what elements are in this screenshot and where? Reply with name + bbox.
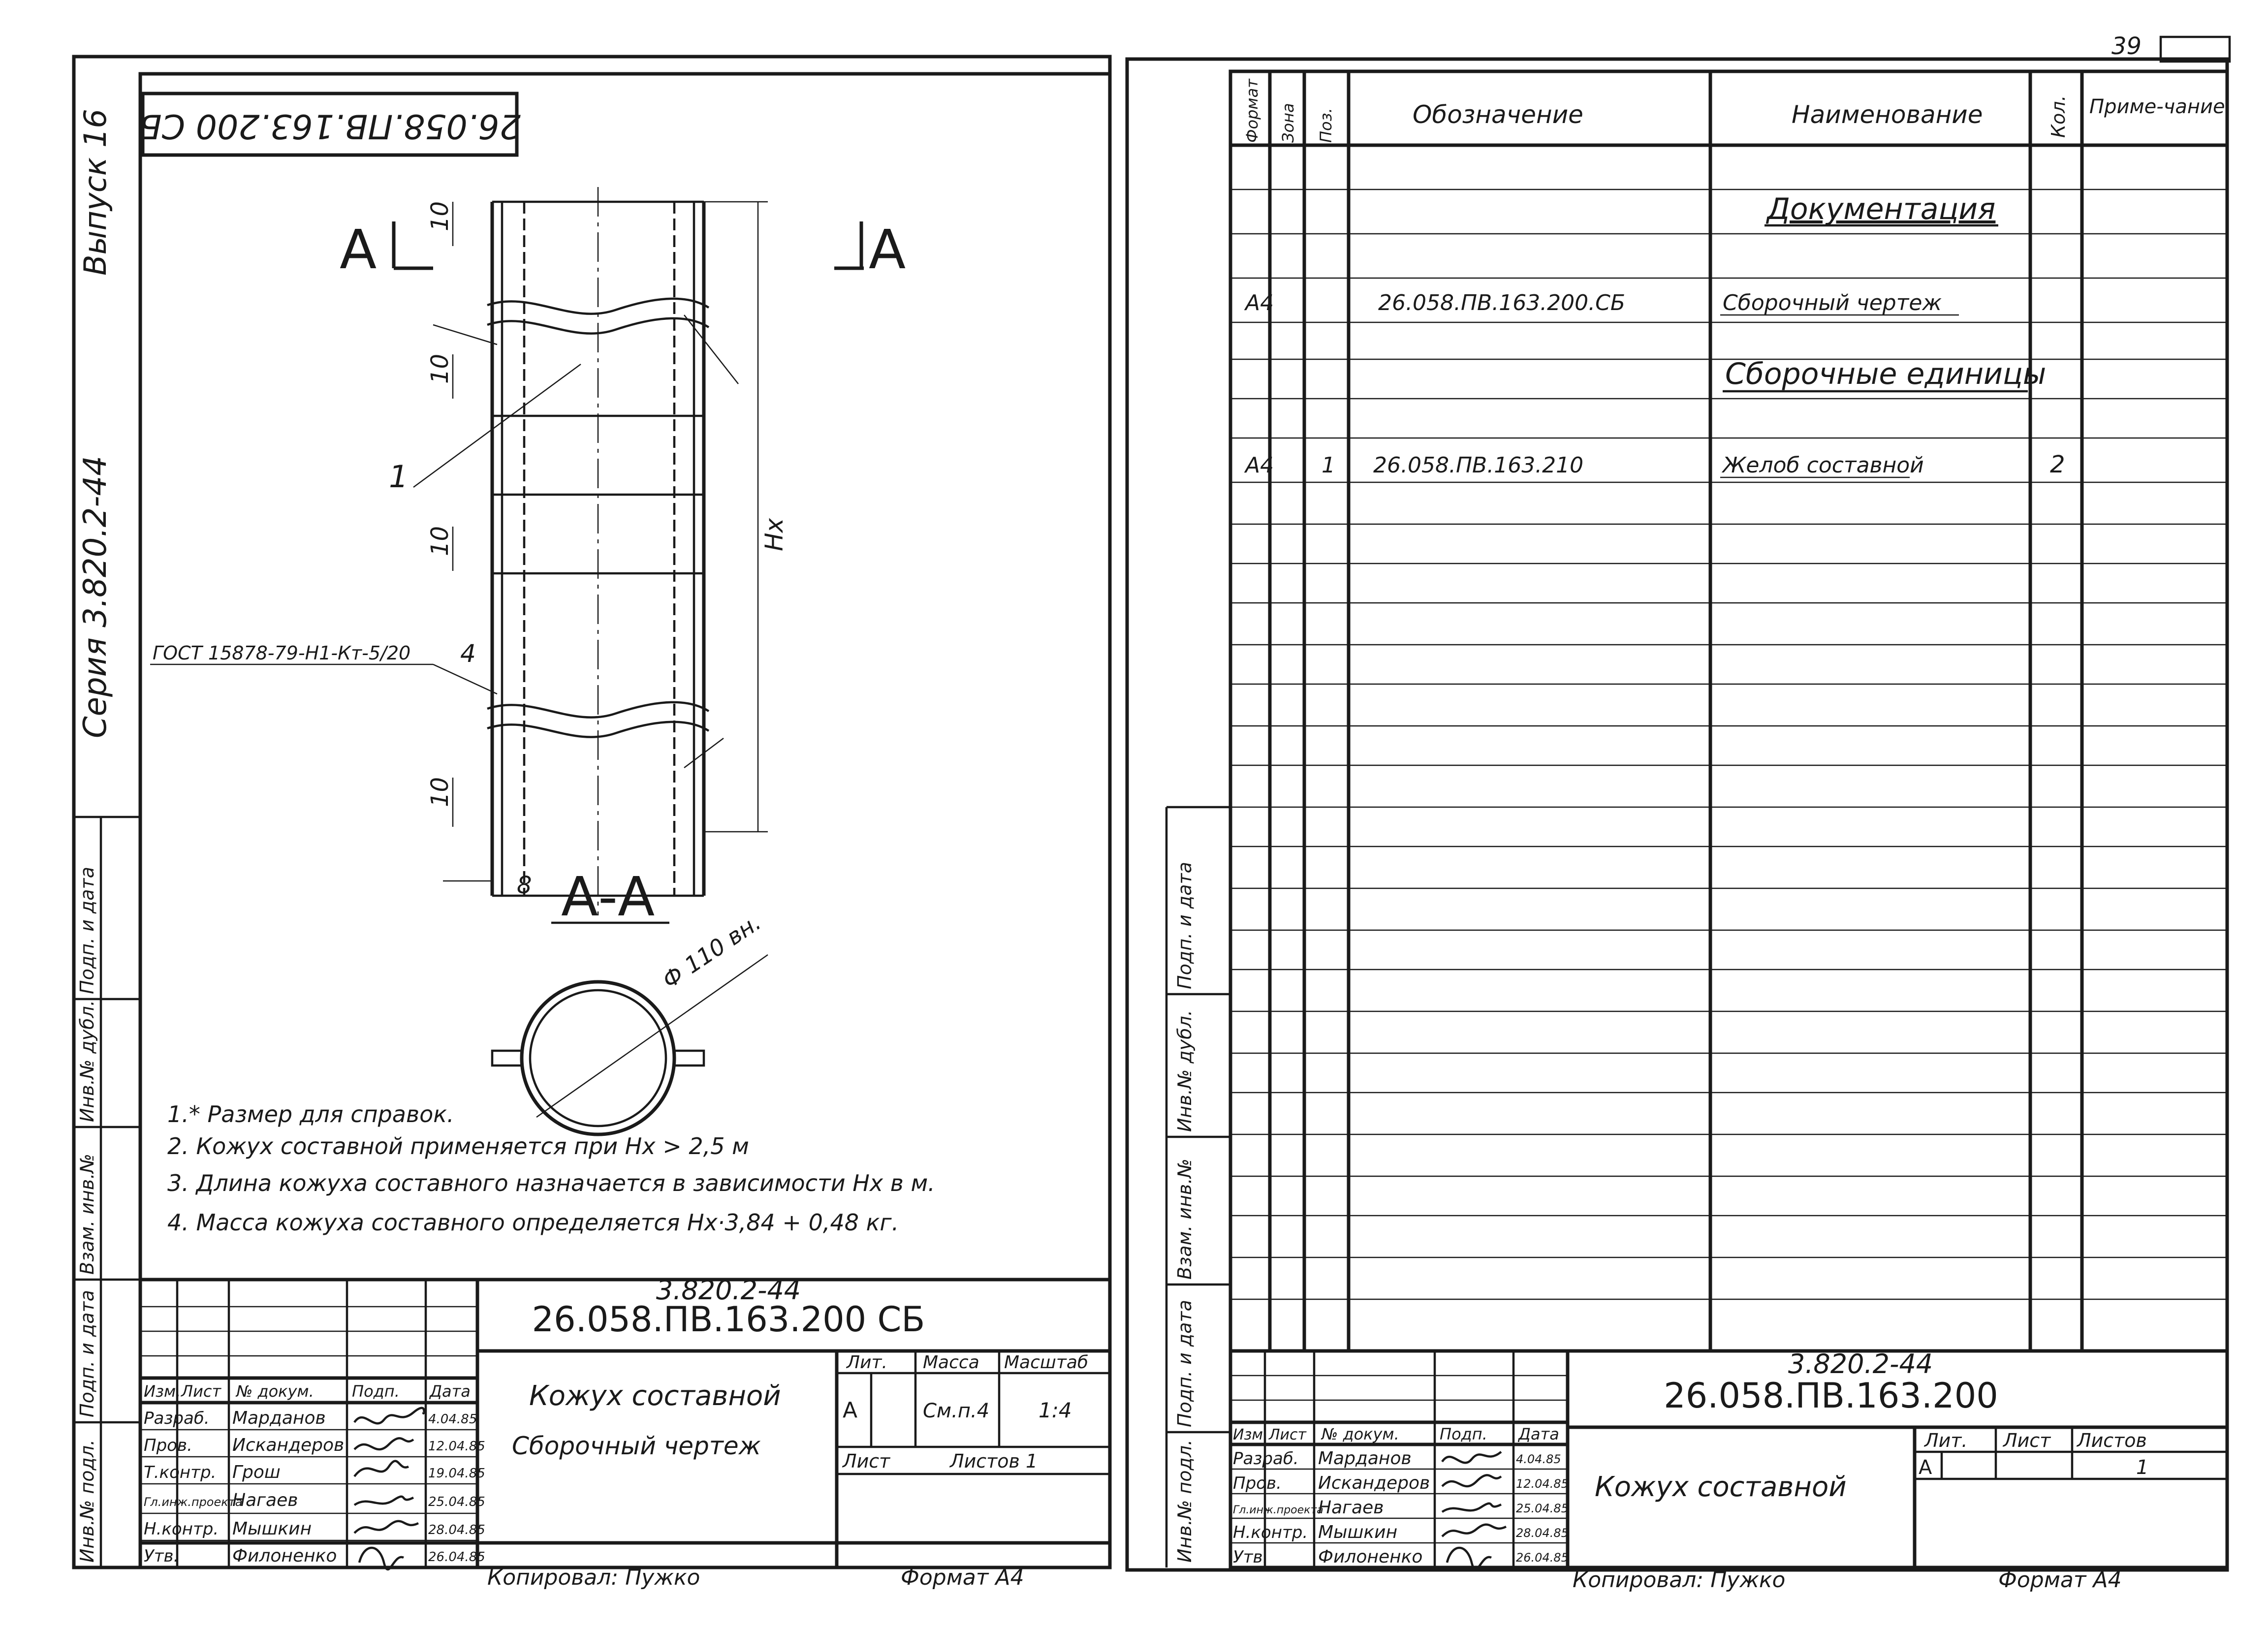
tb-name-3: Грош <box>232 1462 281 1482</box>
section-mark-left: А <box>340 218 377 281</box>
spec-hdr-name: Наименование <box>1792 100 1983 129</box>
dim-hx: Нх <box>760 518 788 551</box>
rtb-sheets: 1 <box>2136 1456 2149 1479</box>
note-1: 1.* Размер для справок. <box>167 1101 454 1128</box>
tb-role-5: Н.контр. <box>144 1519 219 1539</box>
tb-name-5: Мышкин <box>232 1519 312 1539</box>
left-title-block <box>140 1275 1110 1569</box>
tb-col-lit: Лит. <box>847 1352 887 1373</box>
stamp-sign-date-1: Подп. и дата <box>76 1290 98 1417</box>
tb-name-1: Марданов <box>232 1408 326 1428</box>
tb-date-6: 26.04.85 <box>428 1550 485 1565</box>
rtb-hdr-date: Дата <box>1518 1425 1559 1443</box>
tb-scale: 1:4 <box>1039 1398 1072 1422</box>
note-4: 4. Масса кожуха составного определяется Нх·3,84 + 0,48 кг. <box>167 1209 899 1236</box>
rtb-lit: А <box>1919 1456 1932 1479</box>
drawing-notes <box>167 1101 935 1236</box>
tb-title-1: Кожух составной <box>529 1380 781 1412</box>
rtb-date-5: 26.04.85 <box>1516 1551 1569 1565</box>
rtb-name-2: Искандеров <box>1318 1473 1430 1493</box>
dim-10-d: 10 <box>426 777 454 807</box>
left-copied-by: Копировал: Пужко <box>487 1565 700 1590</box>
left-side-stamp <box>74 817 140 1567</box>
rtb-hdr-doc: № докум. <box>1322 1425 1399 1443</box>
rtb-col-sheet: Лист <box>2003 1430 2051 1451</box>
specification-table <box>1230 71 2227 1351</box>
rtb-name-5: Филоненко <box>1318 1547 1423 1567</box>
r-stamp-inv-dup: Инв.№ дубл. <box>1174 1010 1196 1132</box>
tb-lit: А <box>843 1398 858 1423</box>
left-format: Формат А4 <box>901 1565 1024 1590</box>
dim-10-c: 10 <box>426 526 454 556</box>
right-copied-by: Копировал: Пужко <box>1573 1567 1786 1593</box>
rtb-role-1: Разраб. <box>1233 1449 1299 1469</box>
tb-date-3: 19.04.85 <box>428 1466 485 1481</box>
dim-8: 8 <box>517 872 532 899</box>
gost-weld-note: ГОСТ 15878-79-Н1-Кт-5/20 <box>153 642 411 664</box>
rtb-date-1: 4.04.85 <box>1516 1452 1561 1466</box>
rtb-col-lit: Лит. <box>1924 1430 1968 1451</box>
tb-date-4: 25.04.85 <box>428 1495 485 1509</box>
spec-row-4-code: 26.058.ПВ.163.210 <box>1373 453 1584 478</box>
spec-row-4-qty: 2 <box>2050 451 2065 478</box>
margin-issue: Выпуск 16 <box>77 109 113 276</box>
signature-1 <box>354 1408 424 1423</box>
tb-mass: См.п.4 <box>923 1400 990 1422</box>
page-number: 39 <box>2111 32 2142 60</box>
spec-grid-rows <box>1230 189 2227 1299</box>
spec-row-4-pos: 1 <box>1322 453 1335 478</box>
r-stamp-replace-inv: Взам. инв.№ <box>1174 1159 1196 1280</box>
rtb-hdr-list: Лист <box>1269 1426 1307 1443</box>
tb-name-4: Нагаев <box>232 1490 298 1510</box>
r-stamp-sign-date-2: Подп. и дата <box>1174 862 1196 989</box>
position-1: 1 <box>389 459 409 495</box>
tb-code: 26.058.ПВ.163.200 СБ <box>532 1299 925 1340</box>
pipe-assembly-drawing <box>150 187 906 1134</box>
r-signature-2 <box>1442 1475 1501 1486</box>
tb-hdr-doc: № докум. <box>236 1382 314 1401</box>
section-mark-right: А <box>869 218 906 281</box>
tb-role-4: Гл.инж.проекта <box>144 1495 243 1509</box>
spec-hdr-note: Приме-чание <box>2089 95 2225 118</box>
rtb-code: 26.058.ПВ.163.200 <box>1664 1376 1998 1416</box>
diameter-label: Ф 110 вн. <box>657 908 766 994</box>
signature-2 <box>354 1438 413 1449</box>
r-stamp-inv-orig: Инв.№ подл. <box>1174 1439 1196 1563</box>
inverted-drawing-code: 26.058.ПВ.163.200 СБ <box>139 106 521 146</box>
r-signature-4 <box>1442 1525 1506 1536</box>
right-format: Формат А4 <box>1998 1567 2122 1593</box>
spec-row-4-name: Желоб составной <box>1723 453 1924 478</box>
rtb-role-2: Пров. <box>1233 1473 1282 1493</box>
tb-date-1: 4.04.85 <box>428 1412 477 1427</box>
spec-row-2-format: А4 <box>1245 290 1274 315</box>
r-signature-1 <box>1442 1452 1501 1463</box>
tb-sheets-label: Листов 1 <box>950 1450 1038 1472</box>
rtb-date-3: 25.04.85 <box>1516 1502 1569 1515</box>
r-stamp-sign-date-1: Подп. и дата <box>1174 1300 1196 1427</box>
spec-row-4-format: А4 <box>1245 453 1274 478</box>
tb-series: 3.820.2-44 <box>656 1275 801 1306</box>
rtb-role-4: Н.контр. <box>1233 1523 1308 1542</box>
tb-role-2: Пров. <box>144 1436 192 1455</box>
spec-hdr-qty: Кол. <box>2048 95 2069 138</box>
signature-5 <box>354 1521 418 1533</box>
stamp-sign-date-2: Подп. и дата <box>76 867 98 994</box>
tb-name-6: Филоненко <box>232 1546 337 1566</box>
spec-hdr-pos: Поз. <box>1317 108 1335 143</box>
spec-row-3-name: Сборочные единицы <box>1725 357 2047 391</box>
right-sheet <box>1127 32 2230 1593</box>
right-side-stamp <box>1166 807 1230 1567</box>
margin-series: Серия 3.820.2-44 <box>77 456 114 738</box>
note-2: 2. Кожух составной применяется при Нх > 2,5 м <box>167 1133 749 1159</box>
rtb-hdr-sign: Подп. <box>1440 1425 1487 1443</box>
tb-title-2: Сборочный чертеж <box>512 1432 761 1460</box>
rtb-role-5: Утв. <box>1233 1547 1268 1567</box>
tb-col-mass: Масса <box>923 1352 979 1373</box>
stamp-inv-dup: Инв.№ дубл. <box>76 1000 98 1122</box>
rtb-series: 3.820.2-44 <box>1788 1348 1933 1379</box>
tb-role-3: Т.контр. <box>144 1463 217 1482</box>
tb-role-6: Утв. <box>144 1546 179 1566</box>
tb-col-scale: Масштаб <box>1004 1352 1089 1373</box>
rtb-name-4: Мышкин <box>1318 1522 1398 1542</box>
rtb-role-3: Гл.инж.проекта <box>1233 1504 1323 1516</box>
signature-4 <box>354 1497 413 1505</box>
rtb-title: Кожух составной <box>1595 1471 1847 1503</box>
spec-hdr-code: Обозначение <box>1413 100 1583 129</box>
signature-3 <box>354 1461 409 1476</box>
rtb-date-2: 12.04.85 <box>1516 1477 1569 1491</box>
spec-row-1-name: Документация <box>1767 192 1996 226</box>
stamp-inv-orig: Инв.№ подл. <box>76 1439 98 1563</box>
tb-hdr-date: Дата <box>430 1382 471 1401</box>
position-4: 4 <box>460 639 476 668</box>
rtb-date-4: 28.04.85 <box>1516 1526 1569 1540</box>
spec-row-2-name: Сборочный чертеж <box>1723 290 1942 315</box>
rtb-hdr-izm: Изм. <box>1233 1426 1268 1443</box>
spec-hdr-format: Формат <box>1243 79 1261 143</box>
rtb-col-sheets: Листов <box>2077 1430 2147 1451</box>
r-signature-3 <box>1442 1504 1501 1512</box>
tb-sheet-label: Лист <box>843 1450 890 1472</box>
tb-date-2: 12.04.85 <box>428 1439 485 1454</box>
tb-hdr-izm: Изм. <box>144 1382 181 1401</box>
rtb-name-3: Нагаев <box>1318 1498 1384 1518</box>
tb-name-2: Искандеров <box>232 1435 345 1455</box>
tb-hdr-list: Лист <box>181 1382 221 1401</box>
dim-10-a: 10 <box>426 201 454 231</box>
spec-hdr-zone: Зона <box>1279 103 1297 143</box>
section-view-label: А-А <box>561 865 655 928</box>
spec-row-2-code: 26.058.ПВ.163.200.СБ <box>1378 290 1626 315</box>
left-sheet <box>74 57 1110 1590</box>
stamp-replace-inv: Взам. инв.№ <box>76 1154 98 1275</box>
rtb-name-1: Марданов <box>1318 1448 1412 1469</box>
tb-hdr-sign: Подп. <box>352 1382 400 1401</box>
tb-date-5: 28.04.85 <box>428 1523 485 1537</box>
tb-role-1: Разраб. <box>144 1409 210 1428</box>
dim-10-b: 10 <box>426 353 454 384</box>
right-title-block <box>1230 1348 2227 1569</box>
note-3: 3. Длина кожуха составного назначается в зависимости Нх в м. <box>167 1170 935 1196</box>
